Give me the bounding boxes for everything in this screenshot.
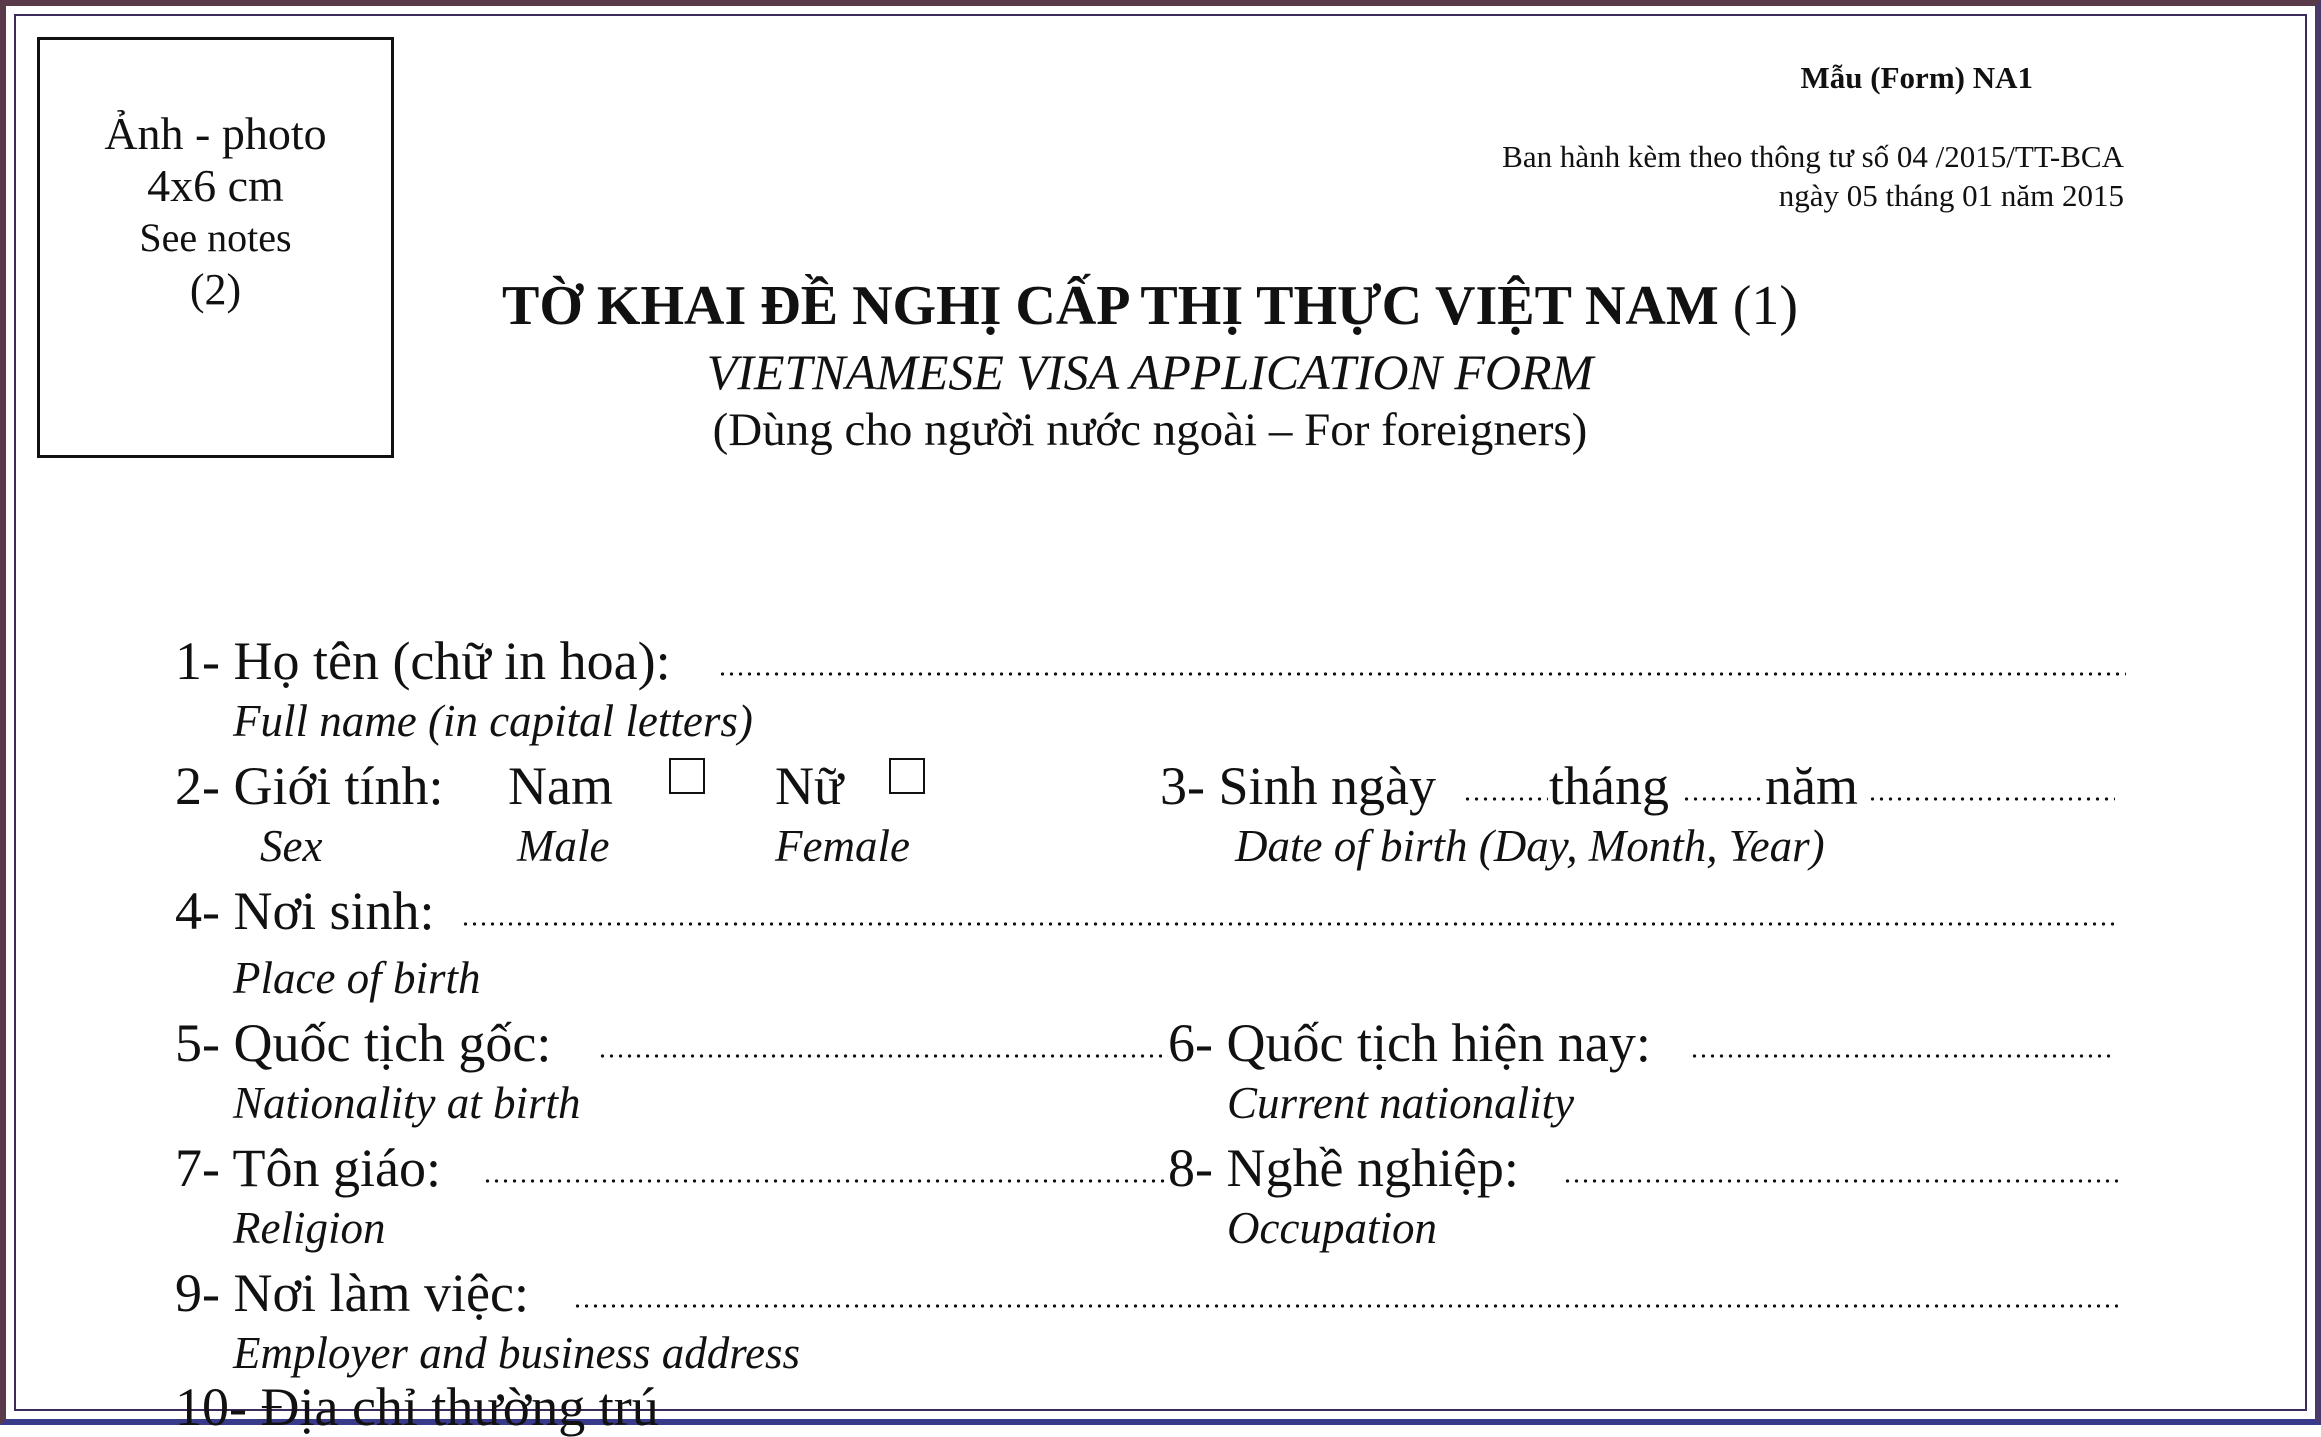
sex-label: 2- Giới tính: — [175, 756, 444, 816]
photo-size: 4x6 cm — [147, 160, 284, 211]
full-name-input-line[interactable] — [718, 672, 2126, 676]
form-title-vn-text: TỜ KHAI ĐỀ NGHỊ CẤP THỊ THỰC VIỆT NAM — [502, 275, 1719, 337]
nationality-at-birth-label-en: Nationality at birth — [233, 1078, 581, 1128]
female-checkbox[interactable] — [889, 758, 925, 794]
issuance-note — [1502, 137, 2124, 215]
current-nationality-label-en: Current nationality — [1227, 1078, 1575, 1128]
form-subtitle: (Dùng cho người nước ngoài – For foreigners) — [712, 404, 1588, 456]
full-name-label: 1- Họ tên (chữ in hoa): — [175, 631, 671, 691]
form-title-en: VIETNAMESE VISA APPLICATION FORM — [706, 344, 1594, 400]
form-title-block — [400, 268, 1900, 460]
dob-year-label: năm — [1765, 756, 1858, 816]
employer-input-line[interactable] — [573, 1304, 2118, 1308]
dob-month-input-line[interactable] — [1682, 797, 1764, 801]
permanent-address-label-partial — [175, 1377, 659, 1437]
male-label-en: Male — [517, 821, 610, 871]
form-title-note-ref: (1) — [1732, 275, 1798, 337]
permanent-address-label-text: 10- Địa chỉ thường trú — [175, 1377, 659, 1437]
religion-input-line[interactable] — [483, 1179, 1168, 1183]
dob-day-input-line[interactable] — [1463, 797, 1548, 801]
current-nationality-label: 6- Quốc tịch hiện nay: — [1168, 1013, 1651, 1073]
dob-label-en: Date of birth (Day, Month, Year) — [1235, 821, 1825, 871]
female-option-label: Nữ — [775, 756, 844, 816]
female-label-en: Female — [775, 821, 910, 871]
form-title-vn — [400, 268, 1900, 344]
employer-label: 9- Nơi làm việc: — [175, 1263, 529, 1323]
occupation-label: 8- Nghề nghiệp: — [1168, 1138, 1519, 1198]
place-of-birth-label-en: Place of birth — [233, 953, 481, 1003]
issuance-line-1: Ban hành kèm theo thông tư số 04 /2015/TT-BCA — [1502, 139, 2124, 174]
male-option-label: Nam — [508, 756, 613, 816]
photo-placeholder-box — [37, 37, 394, 458]
nationality-at-birth-input-line[interactable] — [598, 1054, 1168, 1058]
employer-label-en: Employer and business address — [233, 1328, 801, 1378]
issuance-line-2: ngày 05 tháng 01 năm 2015 — [1778, 178, 2124, 213]
photo-note-ref: (2) — [189, 265, 242, 314]
current-nationality-input-line[interactable] — [1690, 1054, 2115, 1058]
dob-year-input-line[interactable] — [1868, 797, 2115, 801]
sex-label-en: Sex — [260, 821, 323, 871]
religion-label-en: Religion — [233, 1203, 386, 1253]
religion-label: 7- Tôn giáo: — [175, 1138, 441, 1198]
full-name-label-en: Full name (in capital letters) — [233, 696, 753, 746]
dob-month-label: tháng — [1549, 756, 1669, 816]
male-checkbox[interactable] — [669, 758, 705, 794]
photo-label: Ảnh - photo — [104, 108, 327, 159]
occupation-label-en: Occupation — [1227, 1203, 1437, 1253]
occupation-input-line[interactable] — [1563, 1179, 2118, 1183]
form-code: Mẫu (Form) NA1 — [1800, 60, 2033, 95]
dob-day-label: 3- Sinh ngày — [1160, 756, 1436, 816]
place-of-birth-label: 4- Nơi sinh: — [175, 881, 435, 941]
place-of-birth-input-line[interactable] — [461, 922, 2117, 926]
nationality-at-birth-label: 5- Quốc tịch gốc: — [175, 1013, 552, 1073]
photo-notes: See notes — [139, 215, 292, 260]
